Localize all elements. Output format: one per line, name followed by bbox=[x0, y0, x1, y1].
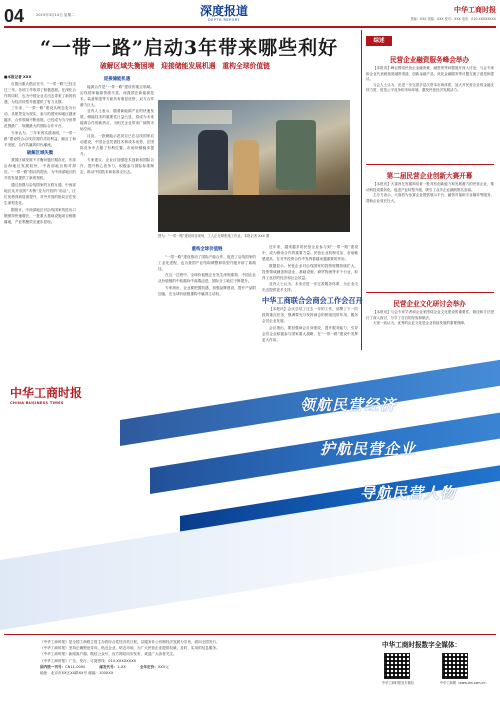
page-number: 04 bbox=[4, 6, 25, 26]
qr-code-icon[interactable] bbox=[384, 653, 410, 679]
paragraph: 我国区域发展不平衡问题长期存在，东部沿海地区发展较快，中西部地区相对滞后。“一带一路”倡议的提出，为中西部地区的开放发展提供了新的契机。 bbox=[4, 158, 76, 181]
footer-info bbox=[40, 639, 360, 676]
paragraph: 近年来，越来越多的民营企业参与到“一带一路”建设中，成为推动合作的重要力量。民营企业机制灵活、市场敏感度高，在对外投资合作中发挥着越来越重要的作用。 bbox=[262, 245, 358, 261]
inner-article-headline: 中华工商联合会商会工作会召开 bbox=[262, 296, 363, 305]
qr-label: 中华工商时报官方微信 bbox=[382, 681, 414, 685]
ad-slogan-1: 领航民营经济 bbox=[300, 396, 397, 414]
footer-line: 《中华工商时报》是全国工商联主管主办的综合性经济类日报，以服务非公有制经济发展为宗旨，面向全国发行。 bbox=[40, 640, 220, 644]
news-photo bbox=[158, 100, 350, 232]
main-headline: “一带一路”启动3年带来哪些利好 bbox=[40, 37, 339, 59]
masthead bbox=[454, 5, 496, 15]
qr-label: 中华工商网（www.cbt.com.cn） bbox=[440, 681, 489, 685]
ad-slogan-3: 导航民营人物 bbox=[360, 484, 457, 502]
subscribe-box bbox=[382, 639, 496, 701]
paragraph: “一带一路”建设推动了国际产能合作，促进了沿线国家的工业化进程，也为我国产业结构调整和转型升级开辟了新路径。 bbox=[158, 254, 256, 271]
editor-meta: 责编：XXX 美编：XXX 校对：XXX 电话：010-XXXXXXXX bbox=[410, 17, 496, 21]
article-column-1 bbox=[4, 74, 76, 344]
paragraph: 业内人士认为，未来应进一步完善服务体系，为企业走出去提供更多支持。 bbox=[262, 282, 358, 293]
footer-rule bbox=[4, 634, 496, 635]
article-column-2 bbox=[80, 74, 154, 344]
page-footer bbox=[0, 634, 500, 707]
paragraph: 与会人士认为，应进一步完善多层次资本市场体系，加大对民营企业的金融支持力度，营造公平竞争的市场环境，激发民营经济发展活力。 bbox=[366, 82, 494, 93]
section-subheading: 迎接储能机遇 bbox=[103, 77, 131, 82]
section-title-en: DEPTH REPORT bbox=[208, 18, 240, 22]
inner-article-body bbox=[262, 306, 358, 344]
ad-banner bbox=[0, 350, 500, 630]
photo-caption: 图为：“一带一路”建设项目现场，工人正在紧张施工作业。本报记者 XXX 摄 bbox=[158, 234, 270, 238]
paragraph: 【本报讯】与会专家学者和企业家围绕企业文化建设的重要性、路径和方法进行了深入探讨，分享了各自的经验和做法。 bbox=[366, 310, 494, 320]
byline: ■本报记者 XXX bbox=[4, 75, 32, 79]
sidebar-article-1 bbox=[366, 66, 494, 160]
sidebar-tag: 综述 bbox=[366, 36, 392, 46]
paragraph: 三年来，“一带一路”建设从理念变为行动、从愿景变为现实，参与的国家和地区越来越多，合作领域不断拓展，已经成为当今世界范围最广、规模最大的国际合作平台。 bbox=[4, 106, 76, 129]
address: 地址：北京市XX区XX路XX号 邮编：100XXX bbox=[40, 671, 114, 676]
paper-name: 中华工商时报 bbox=[454, 5, 496, 14]
paragraph: 数据显示，民营企业对沿线国家的投资规模持续扩大，投资领域涵盖制造业、基础设施、商贸物流等多个行业，取得了良好的经济和社会效益。 bbox=[262, 263, 358, 280]
issn-label: 国内统一刊号： bbox=[40, 664, 66, 669]
sidebar-rule bbox=[366, 164, 494, 165]
section-subheading: 重构全球价值链 bbox=[191, 247, 223, 252]
paragraph: 专家指出，企业要把握机遇，加强品牌建设，提升产品附加值，在全球价值链重构中赢得主动权。 bbox=[158, 285, 256, 296]
paragraph: 专家建议，企业应加强技术创新和国际合作，提升核心竞争力，积极参与国际标准制定，推动中国技术和标准走出去。 bbox=[80, 158, 154, 175]
paragraph: 【本报讯】峰会围绕民营企业融资难、融资贵等问题展开深入讨论，与会专家和企业代表就拓宽融资渠道、创新金融产品、优化金融服务等议题交流了意见和建议。 bbox=[366, 66, 494, 82]
issue-date: 2015年3月14日 星期二 bbox=[36, 13, 75, 17]
ad-logo bbox=[10, 384, 82, 406]
sidebar-article-2 bbox=[366, 182, 494, 288]
paragraph: 专家认为，三年来的实践表明，“一带一路”建设符合沿线各国的共同利益，顺应了和平发展、合作共赢的时代潮流。 bbox=[4, 130, 76, 147]
article-column-3 bbox=[158, 244, 256, 344]
page-header bbox=[0, 0, 500, 30]
post-value: 1-XX bbox=[117, 664, 126, 669]
paragraph: 会议指出，要加强商会自身建设，提升服务能力，引导会员企业积极参与国家重大战略，在“一带一路”建设中发挥更大作用。 bbox=[262, 325, 358, 342]
ad-logo-cn: 中华工商时报 bbox=[10, 386, 83, 400]
sidebar-headline-2: 第二届民营企业创新大赛开幕 bbox=[386, 172, 473, 180]
paragraph: 【本报讯】会议总结了过去一年的工作，部署了下一阶段的重点任务，强调要充分发挥商会的桥梁纽带作用，服务会员企业发展。 bbox=[262, 307, 358, 323]
sidebar bbox=[361, 30, 496, 394]
price-value: XXX元 bbox=[157, 664, 169, 669]
paragraph: 大家一致认为，优秀的企业文化是企业持续发展的重要保障。 bbox=[373, 321, 468, 326]
post-label: 邮发代号： bbox=[99, 664, 118, 669]
footer-line: 《中华工商时报》新闻客户端、微信公众号、官方网站同步发布，欢迎广大读者关注。 bbox=[40, 652, 177, 657]
paragraph: 业内人士表示，随着新能源产业的快速发展，储能技术的重要性日益凸显，将成为未来能源合作的新热点，为相关企业带来广阔的市场空间。 bbox=[80, 109, 154, 132]
footer-line: 《中华工商时报》广告、发行、订阅热线：010-XXXXXXXX bbox=[40, 658, 137, 663]
subscribe-title: 中华工商时报数字全媒体： bbox=[382, 641, 462, 649]
sidebar-article-3 bbox=[366, 310, 494, 352]
price-label: 全年定价： bbox=[139, 664, 158, 669]
ad-logo-en: CHINA BUSINESS TIMES bbox=[10, 401, 64, 405]
paragraph: 在这一过程中，全球价值链正在发生深刻重构，中国企业从价值链的中低端向中高端迈进，国际分工地位不断提升。 bbox=[158, 273, 256, 284]
qr-code-icon[interactable] bbox=[442, 653, 468, 679]
sidebar-rule bbox=[366, 292, 494, 293]
footer-line: 《中华工商时报》坚持正确舆论导向，贴近企业、贴近市场，为广大民营企业提供权威、及时、实用的信息服务。 bbox=[40, 646, 220, 651]
main-subhead: 破解区域失衡困境 迎接储能发展机遇 重构全球价值链 bbox=[100, 62, 270, 70]
paragraph: 自提出重大倡议至今，“一带一路”已经走过三年，各项工作取得了积极进展。在深化合作的同时，也为中国企业走出去带来了新的机遇，为经济转型升级提供了有力支撑。 bbox=[4, 81, 76, 104]
section-title-cn: 深度报道 bbox=[199, 4, 248, 18]
paragraph: 能源合作是“一带一路”建设的重点领域。沿线国家能源资源丰富，而我国在新能源技术、装备制造等方面具有明显优势，双方合作潜力巨大。 bbox=[80, 84, 154, 107]
issn-value: CN11-0090 bbox=[65, 664, 86, 669]
paragraph: 据统计，中西部地区对沿线国家的进出口额保持快速增长，一批重大基础设施项目相继落地，产业集聚效应逐步显现。 bbox=[4, 207, 76, 224]
paragraph: 目前，一批储能示范项目已在沿线国家启动建设，中国企业凭借技术和成本优势，在国际竞争中占据了有利位置，市场份额稳步提升。 bbox=[80, 133, 154, 156]
paragraph: 通过加强与沿线国家的互联互通，中西部地区从开放的“末梢”变为开放的“前沿”，区位优势得到显著提升，对外开放的格局正在发生深刻变化。 bbox=[4, 182, 76, 205]
ad-slogan-2: 护航民营企业 bbox=[320, 440, 417, 458]
section-title bbox=[196, 5, 252, 23]
paragraph: 主办方表示，大赛将为参赛企业提供展示平台、融资对接和专业辅导等服务，帮助企业成长壮大。 bbox=[366, 193, 494, 203]
section-subheading: 破解区域失衡 bbox=[26, 150, 54, 156]
paragraph: 【本报讯】大赛旨在发掘和培育一批具有创新能力和发展潜力的民营企业，推动科技成果转化，促进产业转型升级，吸引了众多企业踊跃报名参赛。 bbox=[366, 182, 494, 192]
sidebar-headline-1: 民营企业融资服务峰会举办 bbox=[389, 56, 470, 64]
header-rule bbox=[4, 26, 496, 28]
sidebar-headline-3: 民营企业文化研讨会举办 bbox=[393, 300, 466, 308]
